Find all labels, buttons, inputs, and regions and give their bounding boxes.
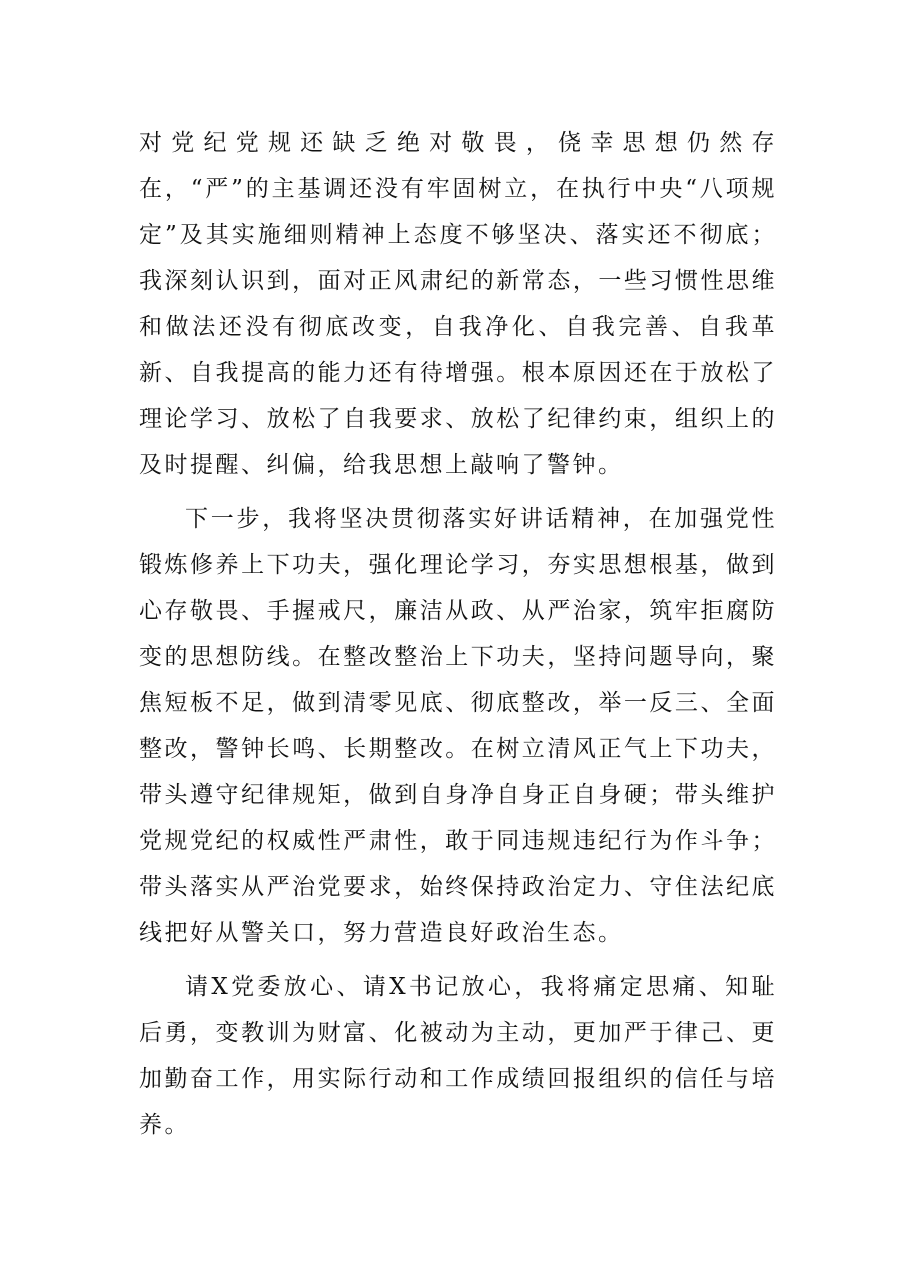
paragraph-2: 下一步，我将坚决贯彻落实好讲话精神，在加强党性锻炼修养上下功夫，强化理论学习，夯实思想根基，做到心存敬畏、手握戒尺，廉洁从政、从严治家，筑牢拒腐防变的思想防线。在整改整治上下功夫，坚持问题导向，聚焦短板不足，做到清零见底、彻底整改，举一反三、全面整改，警钟长鸣、长期整改。在树立清风正气上下功夫，带头遵守纪律规矩，做到自身净自身正自身硬；带头维护党规党纪的权威性严肃性，敢于同违规违纪行为作斗争；带头落实从严治党要求，始终保持政治定力、守住法纪底线把好从警关口，努力营造良好政治生态。 [139,506,777,946]
paragraph-3: 请X党委放心、请X书记放心，我将痛定思痛、知耻后勇，变教训为财富、化被动为主动，更加严于律己、更加勤奋工作，用实际行动和工作成绩回报组织的信任与培养。 [139,974,777,1138]
paragraph-1: 对党纪党规还缺乏绝对敬畏，侥幸思想仍然存在，“严”的主基调还没有牢固树立，在执行中央“八项规定”及其实施细则精神上态度不够坚决、落实还不彻底；我深刻认识到，面对正风肃纪的新常态，一些习惯性思维和做法还没有彻底改变，自我净化、自我完善、自我革新、自我提高的能力还有待增强。根本原因还在于放松了理论学习、放松了自我要求、放松了纪律约束，组织上的及时提醒、纠偏，给我思想上敲响了警钟。 [139,130,777,478]
document-body [139,120,777,1148]
